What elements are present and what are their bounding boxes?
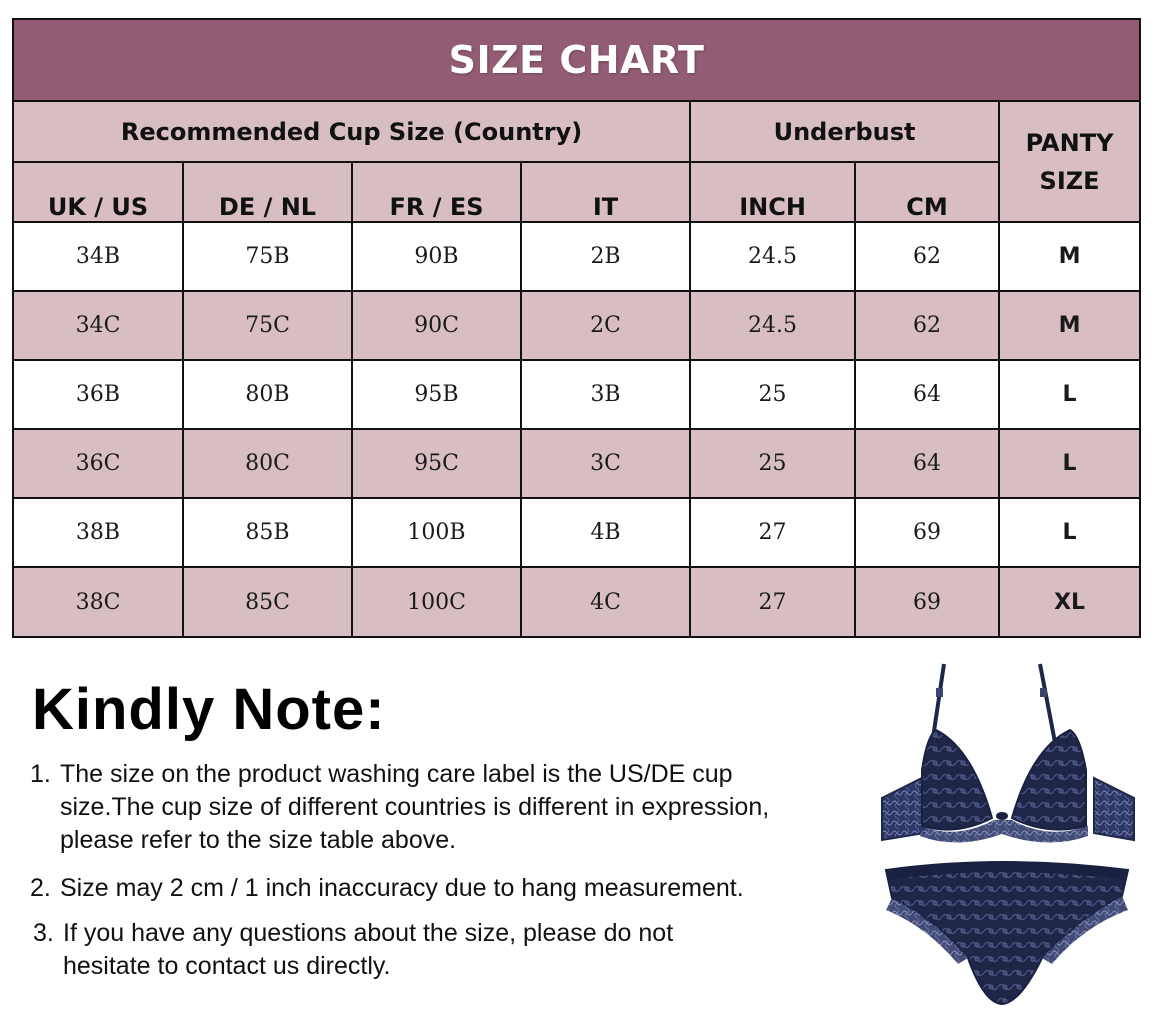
note-item-1 <box>30 758 769 857</box>
note-line: The size on the product washing care label is the US/DE cup <box>60 760 733 788</box>
table-cell: 100B <box>352 498 521 567</box>
table-cell: 25 <box>690 429 855 498</box>
table-cell: 2C <box>521 291 690 360</box>
table-row <box>14 567 1139 636</box>
table-cell: 38C <box>14 567 183 636</box>
note-number: 3. <box>33 919 54 947</box>
table-cell: 85C <box>183 567 352 636</box>
size-chart-title: SIZE CHART <box>14 20 1139 102</box>
note-number: 2. <box>30 874 51 902</box>
table-cell: 36C <box>14 429 183 498</box>
header-inch: INCH <box>690 162 855 222</box>
table-cell: 64 <box>855 360 999 429</box>
panty-size-cell: L <box>999 429 1139 498</box>
header-de-nl: DE / NL <box>183 162 352 222</box>
table-cell: 4B <box>521 498 690 567</box>
panty-size-cell: L <box>999 498 1139 567</box>
note-line: size.The cup size of different countries is different in expression, <box>60 793 770 821</box>
table-row <box>14 291 1139 360</box>
table-cell: 75C <box>183 291 352 360</box>
table-cell: 69 <box>855 498 999 567</box>
sub-header-row <box>14 162 1139 222</box>
table-cell: 24.5 <box>690 291 855 360</box>
table-cell: 38B <box>14 498 183 567</box>
table-cell: 34C <box>14 291 183 360</box>
group-header-row <box>14 102 1139 162</box>
panty-size-cell: M <box>999 222 1139 291</box>
header-underbust: Underbust <box>690 102 999 162</box>
table-cell: 90B <box>352 222 521 291</box>
product-illustration <box>872 658 1142 1008</box>
note-line: If you have any questions about the size, please do not <box>63 919 674 947</box>
kindly-note-section <box>0 660 860 1020</box>
table-cell: 75B <box>183 222 352 291</box>
header-uk-us: UK / US <box>14 162 183 222</box>
table-cell: 34B <box>14 222 183 291</box>
table-cell: 3B <box>521 360 690 429</box>
table-cell: 62 <box>855 222 999 291</box>
table-cell: 27 <box>690 567 855 636</box>
header-recommended-cup-size: Recommended Cup Size (Country) <box>14 102 690 162</box>
table-cell: 24.5 <box>690 222 855 291</box>
note-line: please refer to the size table above. <box>60 826 457 854</box>
table-cell: 80C <box>183 429 352 498</box>
header-panty-line2: SIZE <box>1039 166 1100 195</box>
table-cell: 85B <box>183 498 352 567</box>
table-cell: 95B <box>352 360 521 429</box>
table-row <box>14 429 1139 498</box>
panty-size-cell: L <box>999 360 1139 429</box>
note-item-3 <box>33 917 673 983</box>
note-line: hesitate to contact us directly. <box>63 952 391 980</box>
note-item-2 <box>30 872 744 905</box>
table-cell: 80B <box>183 360 352 429</box>
note-line: Size may 2 cm / 1 inch inaccuracy due to hang measurement. <box>60 874 744 902</box>
header-it: IT <box>521 162 690 222</box>
table-cell: 3C <box>521 429 690 498</box>
table-cell: 2B <box>521 222 690 291</box>
table-cell: 100C <box>352 567 521 636</box>
panty-size-cell: M <box>999 291 1139 360</box>
note-number: 1. <box>30 760 51 788</box>
lace-bra-and-panty-set-icon <box>872 658 1142 1008</box>
table-row <box>14 222 1139 291</box>
table-row <box>14 498 1139 567</box>
kindly-note-title: Kindly Note: <box>32 677 386 742</box>
table-cell: 90C <box>352 291 521 360</box>
table-cell: 64 <box>855 429 999 498</box>
header-panty-line1: PANTY <box>1025 128 1114 157</box>
table-cell: 25 <box>690 360 855 429</box>
table-cell: 36B <box>14 360 183 429</box>
header-cm: CM <box>855 162 999 222</box>
size-table <box>14 102 1139 636</box>
header-fr-es: FR / ES <box>352 162 521 222</box>
table-cell: 95C <box>352 429 521 498</box>
table-cell: 4C <box>521 567 690 636</box>
table-row <box>14 360 1139 429</box>
table-cell: 62 <box>855 291 999 360</box>
table-cell: 27 <box>690 498 855 567</box>
header-panty-size <box>999 102 1139 222</box>
panty-size-cell: XL <box>999 567 1139 636</box>
size-chart <box>12 18 1141 638</box>
table-cell: 69 <box>855 567 999 636</box>
